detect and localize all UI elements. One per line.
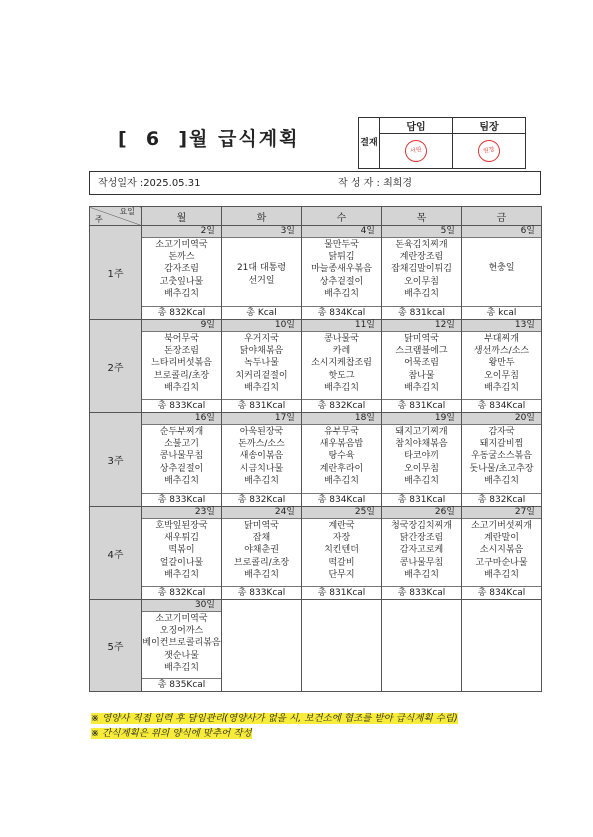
calorie-total: 총 832Kcal [142,306,221,319]
date-label: 27일 [462,507,541,519]
menu-item: 선거일 [248,276,275,286]
menu-item: 카레 [332,346,351,357]
menu-item: 녹두나물 [244,358,279,369]
menu-item: 스크램블에그 [395,346,448,357]
menu-items [142,426,221,487]
menu-items [302,520,381,581]
header-row [90,207,542,226]
menu-item: 배추김치 [324,382,359,393]
menu-items [302,333,381,394]
menu-items [382,520,461,581]
menu-item: 감자국 [488,427,515,437]
menu-item: 상추겉절이 [319,276,364,287]
week-row [90,320,542,413]
menu-item: 떡갈비 [328,557,355,568]
menu-item: 아욱된장국 [239,427,284,437]
menu-item: 참나물 [408,370,435,381]
menu-item: 소시지볶음 [479,545,524,556]
menu-item: 새우볶음밥 [319,439,364,450]
date-label: 25일 [302,507,381,519]
menu-item: 계란말이 [484,533,519,544]
menu-item: 탕수육 [328,451,355,462]
calorie-total: 총 832Kcal [302,399,381,412]
approval-label: 결재 [359,118,380,169]
meal-plan-table [89,206,542,692]
menu-item: 배추김치 [404,288,439,299]
menu-item: 오이무침 [484,370,519,381]
day-header: 월 [142,207,222,226]
menu-items [142,333,221,394]
menu-item: 왕만두 [488,358,515,369]
date-label: 16일 [142,413,221,425]
day-cell [382,413,462,507]
created-date: 작성일자 :2025.05.31 [98,178,201,189]
calorie-total: 총 833Kcal [382,586,461,599]
menu-item: 배추김치 [404,569,439,580]
menu-item: 고구마순나물 [475,557,528,568]
date-label: 3일 [222,226,301,238]
day-cell [302,507,382,600]
day-header: 목 [382,207,462,226]
menu-item: 돈장조림 [164,346,199,357]
menu-item: 배추김치 [164,569,199,580]
date-label: 26일 [382,507,461,519]
day-cell [222,507,302,600]
menu-item: 치커리겉절이 [235,370,288,381]
menu-item: 타코야끼 [404,451,439,462]
menu-item: 배추김치 [164,288,199,299]
menu-item: 느타리버섯볶음 [151,358,212,369]
menu-items [462,262,541,275]
menu-item: 얼갈이나물 [159,557,204,568]
date-label: 5일 [382,226,461,238]
menu-item: 배추김치 [244,382,279,393]
menu-item: 배추김치 [404,382,439,393]
menu-item: 오이무침 [404,276,439,287]
menu-item: 핫도그 [328,370,355,381]
day-cell [142,507,222,600]
week-row [90,600,542,692]
menu-item: 유부무국 [324,427,359,437]
menu-item: 배추김치 [244,475,279,486]
note-2: ※ 간식계획은 위의 양식에 맞추어 작성 [91,728,252,739]
signature-homeroom [380,134,453,169]
menu-item: 생선까스/소스 [473,346,530,357]
date-label: 24일 [222,507,301,519]
date-label: 12일 [382,320,461,332]
note-1: ※ 영양사 직접 입력 후 담임관리(영양사가 없을 시, 보건소에 협조를 받아 급식계획 수립) [91,713,458,724]
day-cell [142,413,222,507]
menu-item: 소고기미역국 [155,614,208,624]
menu-item: 북어무국 [164,334,199,344]
menu-item: 배추김치 [244,569,279,580]
menu-item: 21대 대통령 [236,263,287,273]
calorie-total: 총 834Kcal [302,306,381,319]
day-cell [382,320,462,413]
menu-item: 잡채 [252,533,271,544]
menu-item: 상추겉절이 [159,463,204,474]
menu-item: 돗나물/초고추장 [469,463,534,474]
menu-item: 닭튀김 [328,252,355,263]
menu-items [462,520,541,581]
menu-item: 물만두국 [324,240,359,250]
date-label: 23일 [142,507,221,519]
day-cell [302,413,382,507]
day-header: 수 [302,207,382,226]
menu-item: 배추김치 [324,475,359,486]
menu-item: 배추김치 [484,382,519,393]
menu-item: 배추김치 [324,288,359,299]
date-label: 6일 [462,226,541,238]
day-cell [222,320,302,413]
calorie-total: 총 832Kcal [462,493,541,506]
menu-item: 부대찌개 [484,334,519,344]
day-cell [142,226,222,320]
seal-stamp-homeroom: 서원 [403,138,429,164]
calorie-total: 총 833Kcal [222,586,301,599]
day-header: 화 [222,207,302,226]
menu-items [222,426,301,487]
calorie-total: 총 831Kcal [222,399,301,412]
menu-item: 콩나물무침 [159,451,204,462]
week-row [90,413,542,507]
menu-item: 호박잎된장국 [155,521,208,531]
date-label: 17일 [222,413,301,425]
menu-item: 돼지갈비찜 [479,439,524,450]
date-label: 30일 [142,600,221,612]
date-label: 19일 [382,413,461,425]
calorie-total: 총 832Kcal [142,586,221,599]
calorie-total: 총 831kcal [382,306,461,319]
date-label: 9일 [142,320,221,332]
menu-item: 단무지 [328,569,355,580]
menu-item: 치킨텐더 [324,545,359,556]
menu-items [382,426,461,487]
menu-items [382,333,461,394]
menu-item: 돈육김치찌개 [395,240,448,250]
menu-item: 새송이볶음 [239,451,284,462]
day-cell [302,320,382,413]
day-cell [222,413,302,507]
approval-header-homeroom: 담임 [380,118,453,134]
menu-items [302,426,381,487]
menu-item: 감자고로케 [399,545,444,556]
day-cell [462,413,542,507]
calorie-total: 총 Kcal [222,306,301,319]
menu-item: 오징어까스 [159,626,204,637]
calorie-total: 총 835Kcal [142,678,221,691]
menu-item: 잿순나물 [164,650,199,661]
week-row [90,226,542,320]
menu-item: 배추김치 [484,569,519,580]
calorie-total: 총 831Kcal [382,399,461,412]
calorie-total: 총 kcal [462,306,541,319]
day-cell [142,320,222,413]
menu-item: 시금치나물 [239,463,284,474]
menu-item: 감자조림 [164,264,199,275]
date-label: 18일 [302,413,381,425]
menu-item: 배추김치 [484,475,519,486]
menu-item: 소고기미역국 [155,240,208,250]
menu-item: 닭미역국 [404,334,439,344]
menu-item: 콩나물무침 [399,557,444,568]
menu-item: 마늘종새우볶음 [311,264,372,275]
calorie-total: 총 831Kcal [382,493,461,506]
date-label: 4일 [302,226,381,238]
menu-item: 베이컨브로콜리볶음 [142,638,221,649]
menu-item: 닭미역국 [244,521,279,531]
menu-item: 어묵조림 [404,358,439,369]
calorie-total: 총 833Kcal [142,399,221,412]
week-label: 3주 [90,413,142,507]
menu-item: 소불고기 [164,439,199,450]
calorie-total: 총 833Kcal [142,493,221,506]
menu-item: 순두부찌개 [159,427,204,437]
menu-item: 오이무침 [404,463,439,474]
header-corner [90,207,142,226]
approval-header-leader: 팀장 [453,118,526,134]
day-cell [462,507,542,600]
menu-item: 돈까스 [168,252,195,263]
menu-item: 잡채김말이튀김 [391,264,452,275]
menu-item: 고춧잎나물 [159,276,204,287]
menu-items [382,239,461,300]
menu-items [462,333,541,394]
day-cell [222,226,302,320]
week-label: 5주 [90,600,142,692]
menu-item: 소시지케찹조림 [311,358,372,369]
approval-box [358,117,526,169]
week-label: 1주 [90,226,142,320]
menu-item: 우동굴소스볶음 [471,451,532,462]
menu-item: 떡볶이 [168,545,195,556]
page-title: [ 6 ]월 급식계획 [118,128,300,150]
day-cell [462,600,542,692]
menu-item: 닭간장조림 [399,533,444,544]
menu-item: 콩나물국 [324,334,359,344]
day-cell [142,600,222,692]
menu-item: 닭야채볶음 [239,346,284,357]
menu-item: 배추김치 [164,382,199,393]
menu-items [302,239,381,300]
notes [91,711,458,741]
day-cell [462,226,542,320]
day-cell [222,600,302,692]
menu-item: 현충일 [488,263,515,273]
menu-item: 배추김치 [164,475,199,486]
date-label: 10일 [222,320,301,332]
menu-item: 브로콜리/초장 [153,370,210,381]
menu-items [222,520,301,581]
week-label: 4주 [90,507,142,600]
menu-item: 참치야채볶음 [395,439,448,450]
menu-item: 새우튀김 [164,533,199,544]
menu-items [142,239,221,300]
menu-item: 청국장김치찌개 [391,521,452,531]
menu-item: 소고기버섯찌개 [471,521,532,531]
menu-item: 계란장조림 [399,252,444,263]
signature-leader [453,134,526,169]
menu-item: 돈까스/소스 [238,439,285,450]
calorie-total: 총 834Kcal [302,493,381,506]
menu-item: 브로콜리/초장 [233,557,290,568]
corner-day-label: 요일 [119,207,135,216]
menu-item: 우거지국 [244,334,279,344]
day-cell [302,600,382,692]
day-cell [302,226,382,320]
week-row [90,507,542,600]
week-label: 2주 [90,320,142,413]
menu-items [142,613,221,674]
day-header: 금 [462,207,542,226]
menu-items [222,333,301,394]
calorie-total: 총 834Kcal [462,399,541,412]
day-cell [382,507,462,600]
calorie-total: 총 831Kcal [302,586,381,599]
day-cell [382,226,462,320]
date-label: 11일 [302,320,381,332]
date-label: 20일 [462,413,541,425]
menu-items [142,520,221,581]
info-bar [89,171,541,195]
calorie-total: 총 834Kcal [462,586,541,599]
date-label: 2일 [142,226,221,238]
date-label: 13일 [462,320,541,332]
menu-item: 배추김치 [164,662,199,673]
menu-items [462,426,541,487]
menu-item: 자장 [332,533,351,544]
menu-item: 돼지고기찌개 [395,427,448,437]
menu-item: 배추김치 [404,475,439,486]
day-cell [462,320,542,413]
menu-items [222,262,301,288]
author: 작 성 자 : 최희경 [338,178,413,189]
seal-stamp-leader: 원장 [476,138,502,164]
menu-item: 야채춘권 [244,545,279,556]
menu-item: 계란후라이 [319,463,364,474]
corner-week-label: 주 [95,215,103,224]
menu-item: 계란국 [328,521,355,531]
calorie-total: 총 832Kcal [222,493,301,506]
day-cell [382,600,462,692]
